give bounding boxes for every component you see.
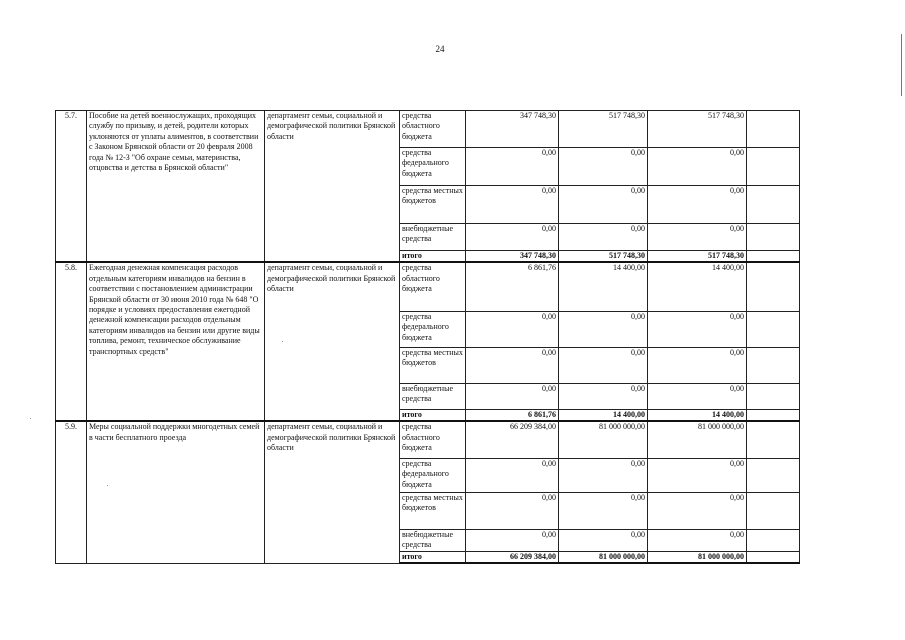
amount-cell: 0,00	[648, 458, 747, 492]
measure-title: Пособие на детей военнослужащих, проходящих службу по призыву, и детей, родители которых уклоняются от уплаты алиментов, в соответствии с Законом Брянской области от 20 февраля 2008 года № 12-З "Об охране семьи, материнства, отцовства и детства в Брянской области"	[87, 111, 265, 263]
item-number: 5.7.	[56, 111, 87, 263]
amount-cell: 0,00	[648, 529, 747, 551]
empty-cell	[747, 224, 800, 251]
funding-source-label: средства местных бюджетов	[400, 347, 466, 383]
empty-cell	[747, 111, 800, 148]
page-number: 24	[435, 44, 445, 54]
empty-cell	[747, 186, 800, 224]
amount-cell: 0,00	[648, 347, 747, 383]
responsible-department: департамент семьи, социальной и демографической политики Брянской области	[265, 111, 400, 263]
amount-cell: 0,00	[466, 224, 559, 251]
funding-source-label: средства федерального бюджета	[400, 311, 466, 347]
responsible-department: департамент семьи, социальной и демографической политики Брянской области	[265, 262, 400, 421]
measure-title: Меры социальной поддержки многодетных семей в части бесплатного проезда	[87, 421, 265, 563]
budget-table-body	[56, 111, 800, 564]
amount-cell: 66 209 384,00	[466, 421, 559, 458]
empty-cell	[747, 551, 800, 563]
funding-source-label: итого	[400, 409, 466, 421]
scan-speck	[30, 418, 31, 419]
amount-cell: 0,00	[466, 148, 559, 186]
amount-cell: 0,00	[559, 529, 648, 551]
amount-cell: 81 000 000,00	[648, 421, 747, 458]
amount-cell: 517 748,30	[648, 111, 747, 148]
empty-cell	[747, 529, 800, 551]
empty-cell	[747, 492, 800, 529]
budget-table	[55, 110, 800, 564]
funding-source-label: внебюджетные средства	[400, 383, 466, 409]
funding-source-label: средства областного бюджета	[400, 421, 466, 458]
funding-source-label: средства местных бюджетов	[400, 186, 466, 224]
amount-cell: 0,00	[648, 148, 747, 186]
funding-source-label: внебюджетные средства	[400, 529, 466, 551]
responsible-department: департамент семьи, социальной и демографической политики Брянской области	[265, 421, 400, 563]
amount-cell: 517 748,30	[559, 111, 648, 148]
amount-cell: 0,00	[559, 148, 648, 186]
amount-cell: 0,00	[466, 458, 559, 492]
amount-cell: 6 861,76	[466, 262, 559, 311]
amount-cell: 81 000 000,00	[559, 551, 648, 563]
funding-row	[56, 111, 800, 148]
amount-cell: 14 400,00	[559, 409, 648, 421]
amount-cell: 347 748,30	[466, 111, 559, 148]
amount-cell: 66 209 384,00	[466, 551, 559, 563]
funding-source-label: средства областного бюджета	[400, 111, 466, 148]
empty-cell	[747, 347, 800, 383]
amount-cell: 0,00	[559, 492, 648, 529]
empty-cell	[747, 421, 800, 458]
amount-cell: 0,00	[466, 186, 559, 224]
funding-source-label: средства областного бюджета	[400, 262, 466, 311]
funding-source-label: средства федерального бюджета	[400, 148, 466, 186]
funding-row	[56, 262, 800, 311]
amount-cell: 0,00	[648, 186, 747, 224]
amount-cell: 0,00	[559, 186, 648, 224]
funding-row	[56, 421, 800, 458]
empty-cell	[747, 409, 800, 421]
funding-source-label: средства местных бюджетов	[400, 492, 466, 529]
amount-cell: 0,00	[648, 311, 747, 347]
measure-title: Ежегодная денежная компенсация расходов отдельным категориям инвалидов на бензин в соответствии с постановлением администрации Брянской области от 30 июня 2010 года № 648 "О порядке и условиях предоставления ежегодной денежной компенсации расходов отдельным категориям инвалидов на бензин или другие виды топлива, ремонт, техническое обслуживание транспортных средств"	[87, 262, 265, 421]
empty-cell	[747, 148, 800, 186]
amount-cell: 0,00	[559, 311, 648, 347]
amount-cell: 0,00	[559, 458, 648, 492]
scan-edge-mark	[901, 34, 902, 96]
amount-cell: 0,00	[466, 492, 559, 529]
item-number: 5.8.	[56, 262, 87, 421]
funding-source-label: итого	[400, 551, 466, 563]
amount-cell: 14 400,00	[648, 262, 747, 311]
amount-cell: 0,00	[559, 347, 648, 383]
amount-cell: 0,00	[466, 347, 559, 383]
empty-cell	[747, 262, 800, 311]
amount-cell: 517 748,30	[648, 251, 747, 263]
amount-cell: 0,00	[648, 492, 747, 529]
item-number: 5.9.	[56, 421, 87, 563]
amount-cell: 81 000 000,00	[648, 551, 747, 563]
amount-cell: 0,00	[466, 311, 559, 347]
funding-source-label: итого	[400, 251, 466, 263]
amount-cell: 14 400,00	[648, 409, 747, 421]
amount-cell: 0,00	[559, 224, 648, 251]
amount-cell: 6 861,76	[466, 409, 559, 421]
funding-source-label: средства федерального бюджета	[400, 458, 466, 492]
amount-cell: 0,00	[466, 529, 559, 551]
amount-cell: 0,00	[466, 383, 559, 409]
amount-cell: 0,00	[648, 224, 747, 251]
empty-cell	[747, 458, 800, 492]
empty-cell	[747, 251, 800, 263]
amount-cell: 517 748,30	[559, 251, 648, 263]
amount-cell: 0,00	[648, 383, 747, 409]
amount-cell: 347 748,30	[466, 251, 559, 263]
funding-source-label: внебюджетные средства	[400, 224, 466, 251]
empty-cell	[747, 383, 800, 409]
amount-cell: 0,00	[559, 383, 648, 409]
empty-cell	[747, 311, 800, 347]
amount-cell: 14 400,00	[559, 262, 648, 311]
amount-cell: 81 000 000,00	[559, 421, 648, 458]
